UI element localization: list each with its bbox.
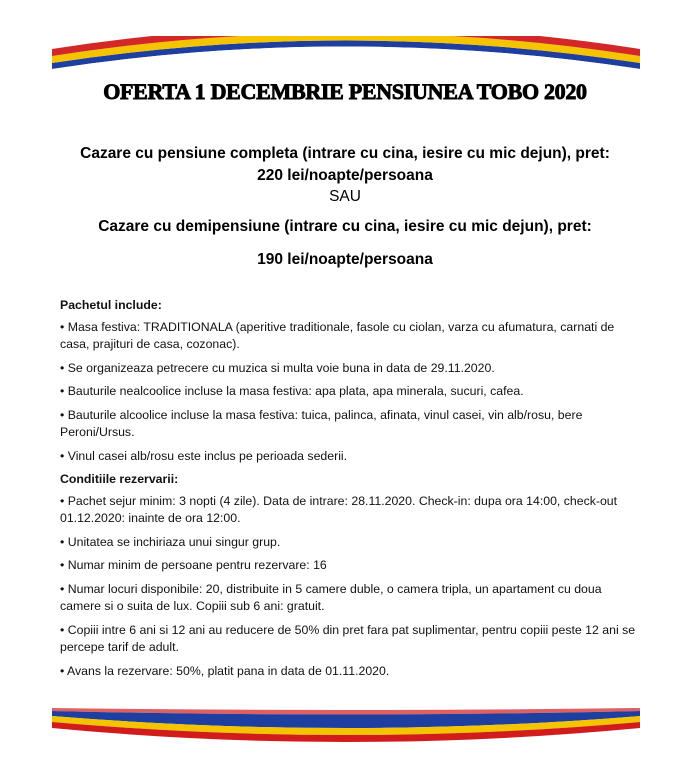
offer-half-board bbox=[40, 216, 650, 271]
conditions-heading: Conditiile rezervarii: bbox=[60, 472, 179, 486]
package-item: • Bauturile alcoolice incluse la masa festiva: tuica, palinca, afinata, vinul casei, vin alb/rosu, bere Peroni/Ursus. bbox=[60, 407, 583, 439]
conditions-item: • Copiii intre 6 ani si 12 ani au reducere de 50% din pret fara pat suplimentar, pentru copiii peste 12 ani se percepe tarif de adult. bbox=[60, 622, 636, 654]
page-title: OFERTA 1 DECEMBRIE PENSIUNEA TOBO 2020 bbox=[103, 79, 587, 104]
tricolor-ribbon-top bbox=[52, 36, 640, 70]
offer-separator: SAU bbox=[329, 188, 361, 205]
package-item: • Se organizeaza petrecere cu muzica si multa voie buna in data de 29.11.2020. bbox=[60, 360, 495, 375]
package-item: • Vinul casei alb/rosu este inclus pe perioada sederii. bbox=[60, 448, 348, 463]
offer-half-board-price: 190 lei/noapte/persoana bbox=[257, 251, 433, 268]
conditions-item: • Unitatea se inchiriaza unui singur grup. bbox=[60, 534, 281, 549]
conditions-item: • Numar locuri disponibile: 20, distribuite in 5 camere duble, o camera tripla, un apartament cu doua camere si o suita de lux. Copiii sub 6 ani: gratuit. bbox=[60, 581, 602, 613]
offer-full-board-price: 220 lei/noapte/persoana bbox=[257, 167, 433, 184]
conditions-item: • Pachet sejur minim: 3 nopti (4 zile). Data de intrare: 28.11.2020. Check-in: dupa ora 14:00, check-out 01.12.2020: inainte de ora 12:00. bbox=[60, 493, 618, 525]
package-heading: Pachetul include: bbox=[60, 298, 162, 312]
offer-full-board bbox=[40, 143, 650, 187]
offer-full-board-description: Cazare cu pensiune completa (intrare cu cina, iesire cu mic dejun), pret: bbox=[80, 145, 610, 162]
package-item: • Bauturile nealcoolice incluse la masa festiva: apa plata, apa minerala, sucuri, cafea. bbox=[60, 384, 524, 398]
package-item: • Masa festiva: TRADITIONALA (aperitive traditionale, fasole cu ciolan, varza cu afumatura, carnati de casa, prajituri de casa, cozonac). bbox=[60, 319, 615, 351]
conditions-item: • Avans la rezervare: 50%, platit pana in data de 01.11.2020. bbox=[60, 663, 390, 678]
offer-half-board-description: Cazare cu demipensiune (intrare cu cina, iesire cu mic dejun), pret: bbox=[98, 218, 592, 235]
offer-details bbox=[60, 297, 640, 680]
tricolor-ribbon-bottom bbox=[52, 706, 640, 748]
conditions-item: • Numar minim de persoane pentru rezervare: 16 bbox=[60, 558, 327, 572]
